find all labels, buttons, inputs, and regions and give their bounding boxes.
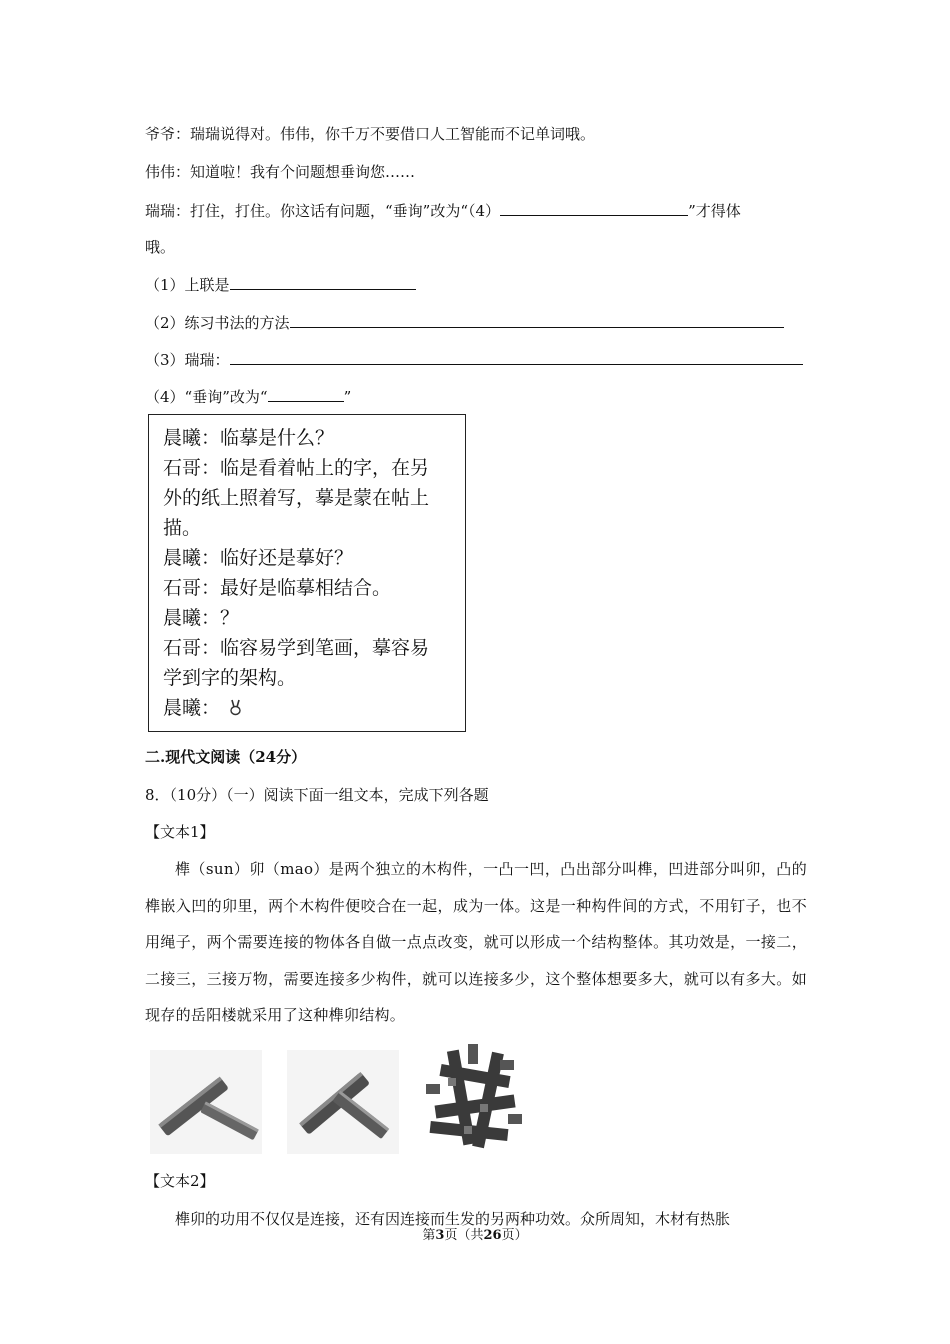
question-4-close-quote: ” <box>343 388 352 406</box>
chat-line: 描。 <box>163 517 202 539</box>
chat-line: 石哥：最好是临摹相结合。 <box>163 577 392 599</box>
chat-line: 晨曦：临好还是摹好？ <box>163 547 354 569</box>
text2-paragraph: 榫卯的功用不仅仅是连接，还有因连接而生发的另两种功效。众所周知，木材有热胀 <box>175 1210 731 1228</box>
question-1-label: （1）上联是 <box>145 276 230 294</box>
chat-line: 学到字的架构。 <box>163 667 297 689</box>
dialogue-line-ruirui-start: 瑞瑞：打住，打住。你这话有问题，“垂询”改为“（4） <box>145 202 501 220</box>
tenon-separated-image <box>150 1050 262 1154</box>
footer-page-number: 3 <box>435 1228 445 1243</box>
section-heading: 二.现代文阅读（24分） <box>145 748 307 766</box>
question-2 <box>145 312 784 333</box>
chat-line: 石哥：临容易学到笔画，摹容易 <box>163 637 430 659</box>
question-3-label: （3）瑞瑞： <box>145 351 230 369</box>
question-4 <box>145 386 351 407</box>
footer-middle: 页（共 <box>444 1228 484 1243</box>
chat-line: 石哥：临是看着帖上的字，在另 <box>163 457 430 479</box>
text1-paragraph: 榫（sun）卯（mao）是两个独立的木构件，一凸一凹，凸出部分叫榫，凹进部分叫卯，凸的榫嵌入凹的卯里，两个木构件便咬合在一起，成为一体。这是一种构件间的方式，不用钉子，也不用绳子，两个需要连接的物体各自做一点点改变，就可以形成一个结构整体。其功效是，一接二，二接三，三接万物，需要连接多少构件，就可以连接多少，这个整体想要多大，就可以有多大。如现存的岳阳楼就采用了这种榫卯结构。 <box>145 860 807 1024</box>
dialogue-line-grandpa: 爷爷：瑞瑞说得对。伟伟，你千万不要借口人工智能而不记单词哦。 <box>145 125 596 143</box>
question-2-label: （2）练习书法的方法 <box>145 314 290 332</box>
chat-line-last <box>163 697 244 719</box>
answer-blank-4[interactable] <box>268 386 344 402</box>
chat-line: 外的纸上照着写，摹是蒙在帖上 <box>163 487 430 509</box>
question-8-intro: 8．（10分）（一）阅读下面一组文本，完成下列各题 <box>145 786 489 804</box>
footer-prefix: 第 <box>422 1228 436 1243</box>
answer-blank-4-inline[interactable] <box>500 200 688 216</box>
footer-suffix: 页） <box>501 1228 528 1243</box>
chat-dialog-figure <box>148 414 466 732</box>
chat-line: 晨曦：？ <box>163 607 240 629</box>
answer-blank-3[interactable] <box>230 349 803 365</box>
chat-line-speaker: 晨曦： <box>163 697 221 719</box>
dialogue-line-continuation: 哦。 <box>145 238 176 256</box>
question-1 <box>145 274 416 295</box>
footer-total-pages: 26 <box>483 1228 502 1243</box>
page-footer <box>0 1227 950 1245</box>
dialogue-line-ruirui-end: ”才得体 <box>688 202 741 220</box>
victory-hand-icon <box>228 698 244 716</box>
dialogue-line-weiwei: 伟伟：知道啦！我有个问题想垂询您…… <box>145 163 416 181</box>
interlocking-joint-image <box>420 1040 530 1158</box>
text2-label: 【文本2】 <box>145 1172 215 1190</box>
text1-label: 【文本1】 <box>145 823 215 841</box>
tenon-joined-image <box>287 1050 399 1154</box>
answer-blank-2[interactable] <box>290 312 784 328</box>
question-3 <box>145 349 803 370</box>
chat-line: 晨曦：临摹是什么？ <box>163 427 335 449</box>
answer-blank-1[interactable] <box>230 274 416 290</box>
dialogue-line-ruirui <box>145 200 741 221</box>
question-4-label: （4）“垂询”改为“ <box>145 388 268 406</box>
